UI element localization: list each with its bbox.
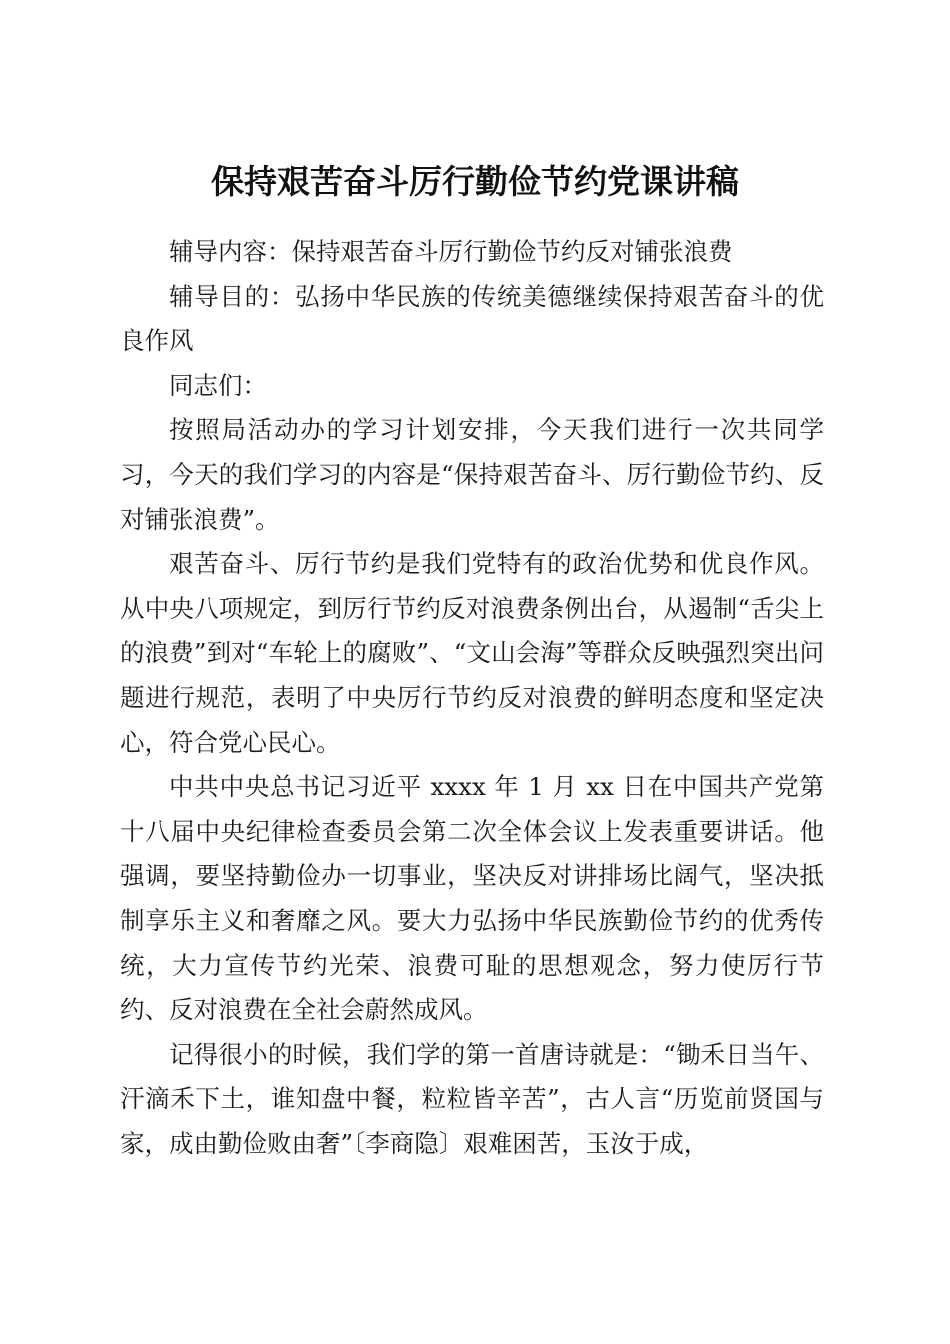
paragraph-tutoring-purpose: 辅导目的：弘扬中华民族的传统美德继续保持艰苦奋斗的优良作风 xyxy=(120,281,824,356)
document-title: 保持艰苦奋斗厉行勤俭节约党课讲稿 xyxy=(211,162,739,202)
paragraph-party-style: 艰苦奋斗、厉行节约是我们党特有的政治优势和优良作风。从中央八项规定，到厉行节约反对浪费条例出台，从遏制“舌尖上的浪费”到对“车轮上的腐败”、“文山会海”等群众反映强烈突出问题进行规范，表明了中央厉行节约反对浪费的鲜明态度和坚定决心，符合党心民心。 xyxy=(120,549,824,757)
paragraph-poem: 记得很小的时候，我们学的第一首唐诗就是：“锄禾日当午、汗滴禾下土，谁知盘中餐，粒粒皆辛苦”，古人言“历览前贤国与家，成由勤俭败由奢”〔李商隐〕艰难困苦，玉汝于成， xyxy=(120,1039,824,1158)
paragraph-study-plan: 按照局活动办的学习计划安排，今天我们进行一次共同学习，今天的我们学习的内容是“保持艰苦奋斗、厉行勤俭节约、反对铺张浪费”。 xyxy=(120,415,824,534)
paragraph-salutation: 同志们： xyxy=(169,370,267,400)
paragraph-tutoring-content: 辅导内容：保持艰苦奋斗厉行勤俭节约反对铺张浪费 xyxy=(169,237,733,266)
paragraph-speech: 中共中央总书记习近平 xxxx 年 1 月 xx 日在中国共产党第十八届中央纪律检查委员会第二次全体会议上发表重要讲话。他强调，要坚持勤俭办一切事业，坚决反对讲排场比阔气，坚决抵制享乐主义和奢靡之风。要大力弘扬中华民族勤俭节约的优秀传统，大力宣传节约光荣、浪费可耻的思想观念，努力使厉行节约、反对浪费在全社会蔚然成风。 xyxy=(120,772,824,1025)
document-body xyxy=(120,230,824,1166)
